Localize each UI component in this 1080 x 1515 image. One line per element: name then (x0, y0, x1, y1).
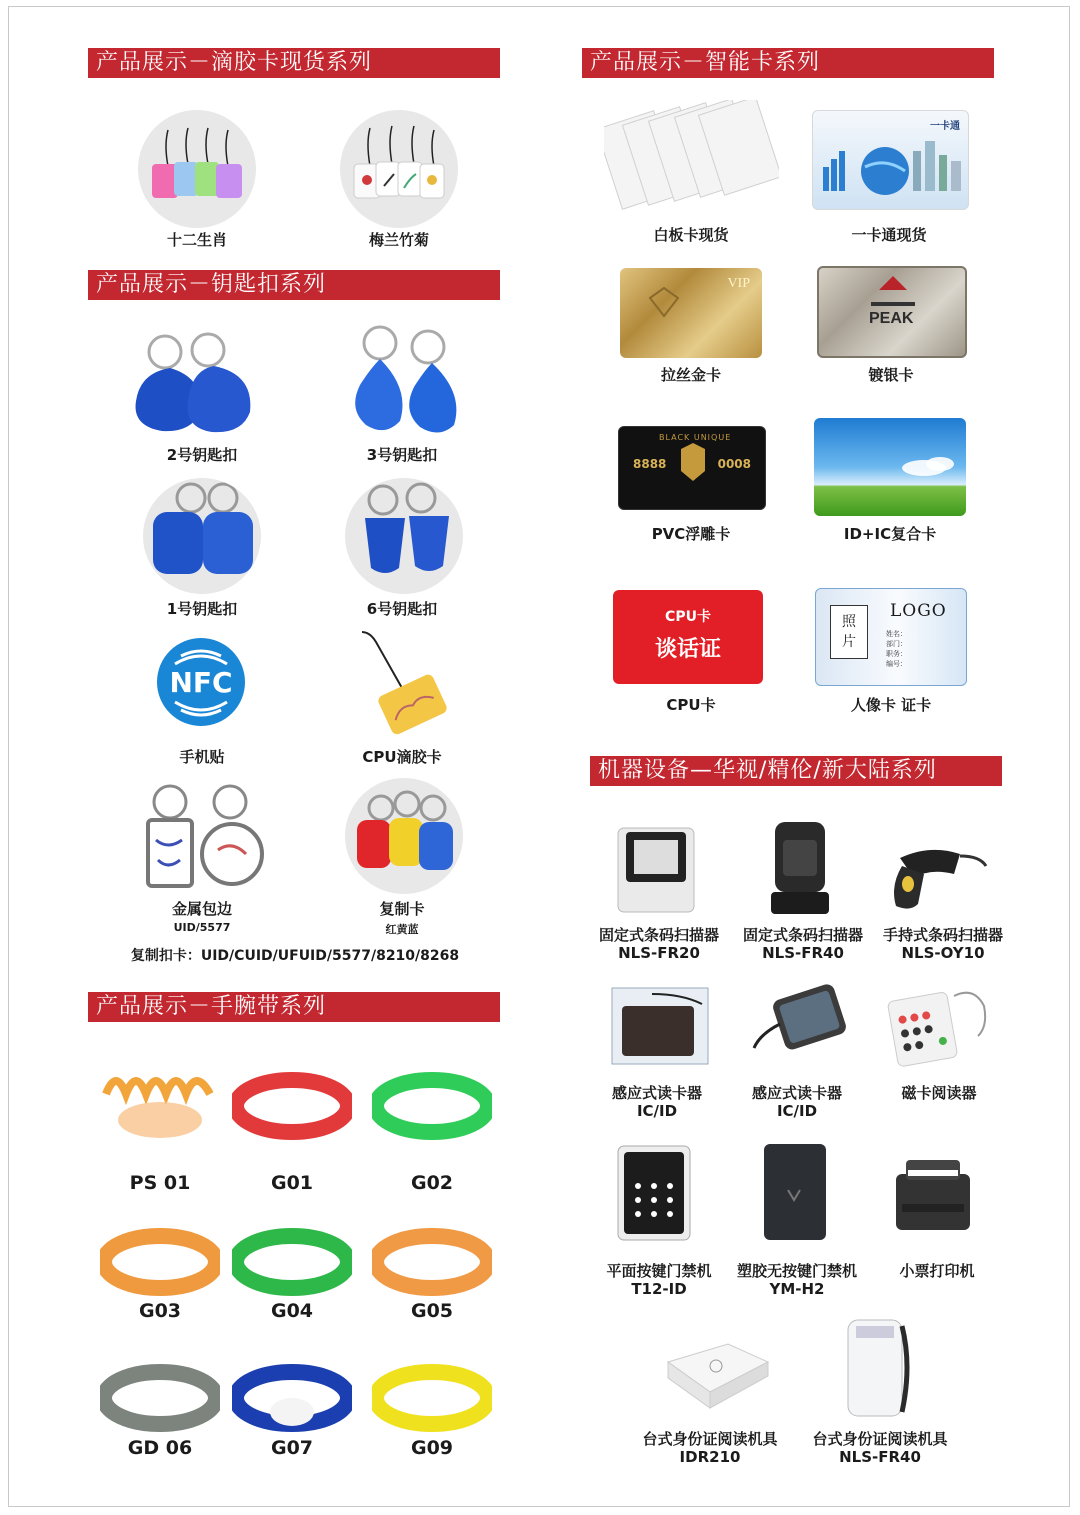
keypad-door-access-image (614, 1142, 694, 1244)
pvc-emboss-card-image (618, 426, 766, 510)
wristband-image (232, 1358, 352, 1444)
keyless-door-access-image (760, 1140, 830, 1244)
wristband-image (232, 1222, 352, 1308)
receipt-printer-image (890, 1154, 976, 1234)
device-name: 台式身份证阅读机具 (642, 1430, 778, 1448)
label-zodiac: 十二生肖 (166, 231, 227, 249)
section-banner-epoxy: 产品展示－滴胶卡现货系列 (88, 48, 500, 78)
wristband-label: GD 06 (127, 1437, 193, 1459)
silver-card-image (817, 266, 967, 358)
scanner-fr20-image (610, 820, 702, 916)
device-model: YM-H2 (769, 1280, 825, 1298)
portrait-photo-box: 照 片 (830, 605, 868, 659)
cpu-card-main-text: 谈话证 (654, 636, 721, 662)
cpu-card-top-text: CPU卡 (665, 609, 711, 625)
wristband-label: G02 (410, 1172, 454, 1194)
id-reader-nls-fr40-image (842, 1316, 914, 1420)
sublabel-metal-edge: UID/5577 (173, 921, 231, 934)
wristband-image (100, 1358, 220, 1444)
keyfob-2-image (130, 330, 270, 440)
label-one-card-pass: 一卡通现货 (851, 226, 927, 244)
portrait-field-title: 职务： (886, 650, 907, 658)
label-cpu-epoxy: CPU滴胶卡 (362, 748, 442, 766)
device-name: 平面按键门禁机 (606, 1262, 712, 1280)
device-name: 固定式条码扫描器 (598, 926, 719, 944)
wristband-label: PS 01 (129, 1172, 191, 1194)
brushed-gold-card-image (620, 268, 762, 358)
section-banner-keyfob: 产品展示－钥匙扣系列 (88, 270, 500, 300)
section-banner-wristband: 产品展示－手腕带系列 (88, 992, 500, 1022)
device-model: IC/ID (776, 1102, 818, 1120)
plum-orchid-tags-image (340, 110, 458, 228)
portrait-card-image (815, 588, 967, 686)
wristband-label: G07 (270, 1437, 314, 1459)
cpu-epoxy-card-image (352, 628, 452, 740)
portrait-fields (886, 629, 907, 669)
wristband-image (372, 1222, 492, 1308)
sublabel-copy-card: 红黄蓝 (385, 923, 419, 936)
label-metal-edge: 金属包边 (171, 900, 232, 918)
device-model: IC/ID (636, 1102, 678, 1120)
label-silver-card: 镀银卡 (868, 366, 914, 384)
label-cpu-card: CPU卡 (666, 696, 716, 714)
id-ic-combo-card-image (814, 418, 966, 516)
gold-vip-text: VIP (727, 276, 750, 291)
wristband-image (372, 1066, 492, 1152)
magnetic-card-reader-image (884, 978, 988, 1068)
device-name: 塑胶无按键门禁机 (736, 1262, 857, 1280)
wristband-label: G03 (138, 1300, 182, 1322)
device-model: T12-ID (631, 1280, 687, 1298)
label-id-ic-combo: ID+IC复合卡 (843, 525, 937, 543)
device-name: 固定式条码扫描器 (742, 926, 863, 944)
keyfob-1-image (143, 478, 261, 594)
metal-edge-keyfob-image (140, 780, 264, 890)
label-copy-card: 复制卡 (379, 900, 425, 918)
label-pvc-emboss: PVC浮雕卡 (651, 525, 731, 543)
device-model: IDR210 (679, 1448, 741, 1466)
device-name: 磁卡阅读器 (901, 1084, 977, 1102)
black-unique-text: BLACK UNIQUE (659, 433, 732, 442)
device-name: 感应式读卡器 (751, 1084, 842, 1102)
device-model: NLS-FR40 (839, 1448, 921, 1466)
one-card-pass-mark: 一卡通 (930, 121, 960, 132)
device-model: NLS-FR20 (618, 944, 700, 962)
device-model: NLS-OY10 (901, 944, 985, 962)
wristband-label: G01 (270, 1172, 314, 1194)
device-name: 小票打印机 (899, 1262, 975, 1280)
keyfob-3-image (332, 325, 472, 440)
portrait-field-id: 编号： (886, 660, 907, 668)
label-keyfob-1: 1号钥匙扣 (166, 600, 238, 618)
copy-card-note: 复制扣卡：UID/CUID/UFUID/5577/8210/8268 (130, 948, 460, 964)
cpu-card-image (613, 590, 763, 684)
label-nfc-sticker: 手机贴 (179, 748, 225, 766)
device-model: NLS-FR40 (762, 944, 844, 962)
pvc-num-right: 0008 (717, 457, 751, 471)
scanner-oy10-image (880, 838, 990, 914)
wristband-image (232, 1066, 352, 1152)
blank-cards-image (604, 100, 779, 218)
pvc-num-left: 8888 (633, 457, 667, 471)
label-keyfob-2: 2号钥匙扣 (166, 446, 238, 464)
scanner-fr40-image (765, 818, 835, 918)
wristband-image (100, 1222, 220, 1308)
wristband-label: G09 (410, 1437, 454, 1459)
device-name: 感应式读卡器 (611, 1084, 702, 1102)
label-portrait-card: 人像卡 证卡 (850, 696, 932, 714)
wristband-image (100, 1066, 220, 1152)
portrait-field-dept: 部门： (886, 640, 907, 648)
portrait-field-name: 姓名： (886, 630, 907, 638)
wristband-label: G04 (270, 1300, 314, 1322)
nfc-sticker-image (155, 636, 247, 728)
label-plum-orchid: 梅兰竹菊 (368, 231, 429, 249)
one-card-pass-image (812, 110, 969, 210)
device-name: 台式身份证阅读机具 (812, 1430, 948, 1448)
silver-card-peak: PEAK (869, 310, 914, 327)
label-keyfob-6: 6号钥匙扣 (366, 600, 438, 618)
portrait-logo-text: LOGO (890, 601, 947, 621)
label-blank-card: 白板卡现货 (653, 226, 729, 244)
keyfob-6-image (345, 478, 463, 594)
nfc-text: NFC (169, 666, 233, 699)
label-brushed-gold: 拉丝金卡 (660, 366, 721, 384)
wristband-image (372, 1358, 492, 1444)
copy-card-keyfob-image (345, 778, 463, 894)
wristband-label: G05 (410, 1300, 454, 1322)
card-reader-ic-id-2-image (748, 984, 852, 1056)
id-reader-idr210-image (656, 1332, 772, 1416)
device-name: 手持式条码扫描器 (882, 926, 1003, 944)
zodiac-tags-image (138, 110, 256, 228)
label-keyfob-3: 3号钥匙扣 (366, 446, 438, 464)
section-banner-smart: 产品展示－智能卡系列 (582, 48, 994, 78)
section-banner-devices: 机器设备—华视/精伦/新大陆系列 (590, 756, 1002, 786)
card-reader-ic-id-1-image (608, 984, 712, 1068)
